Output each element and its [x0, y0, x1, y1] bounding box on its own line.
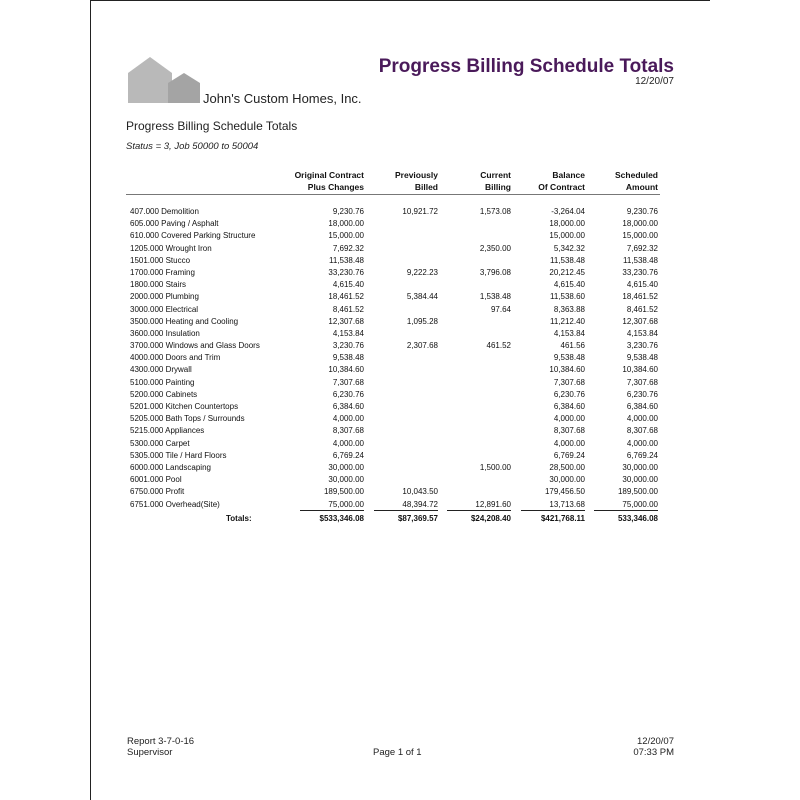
balance-value: 8,307.68 [553, 426, 585, 436]
original-contract-value: 11,538.48 [329, 255, 364, 265]
balance-value: 179,456.50 [544, 487, 585, 497]
balance-value: 4,153.84 [553, 328, 585, 338]
balance-value: 11,538.48 [550, 255, 585, 265]
row-description: 6750.000 Profit [130, 487, 185, 497]
original-contract-value: 30,000.00 [328, 475, 364, 485]
table-row [0, 230, 800, 242]
balance-value: 461.56 [560, 341, 585, 351]
table-row [0, 425, 800, 437]
scheduled-amount-value: 4,000.00 [626, 414, 658, 424]
table-row [0, 352, 800, 364]
table-row [0, 438, 800, 450]
balance-value: 13,713.68 [549, 499, 585, 509]
row-description: 3700.000 Windows and Glass Doors [130, 341, 260, 351]
balance-value: 18,000.00 [549, 219, 585, 229]
table-row [0, 340, 800, 352]
table-row [0, 304, 800, 316]
table-row [0, 450, 800, 462]
balance-value: 4,000.00 [553, 414, 585, 424]
table-row [0, 291, 800, 303]
row-description: 5300.000 Carpet [130, 438, 190, 448]
footer-report-info [127, 736, 194, 758]
table-row [0, 218, 800, 230]
previously-billed-value: 1,095.28 [406, 316, 438, 326]
original-contract-value: 9,538.48 [332, 353, 364, 363]
balance-value: 10,384.60 [549, 365, 585, 375]
row-description: 3500.000 Heating and Cooling [130, 316, 239, 326]
current-billing-value: 12,891.60 [475, 499, 511, 509]
original-contract-value: 10,384.60 [328, 365, 364, 375]
row-description: 2000.000 Plumbing [130, 292, 199, 302]
original-contract-value: 9,230.76 [332, 207, 364, 216]
footer-report-id: Report 3-7-0-16 [127, 736, 195, 747]
company-name: John's Custom Homes, Inc. [203, 91, 362, 106]
balance-value: 15,000.00 [549, 231, 585, 241]
scheduled-amount-value: 3,230.76 [626, 341, 658, 351]
balance-value: 28,500.00 [549, 462, 585, 472]
page-border-top [90, 0, 710, 1]
row-description: 5215.000 Appliances [130, 426, 205, 436]
footer-datetime [633, 736, 674, 758]
table-row [0, 413, 800, 425]
scheduled-amount-value: 8,461.52 [626, 304, 658, 314]
scheduled-amount-value: 75,000.00 [622, 499, 658, 509]
row-description: 5205.000 Bath Tops / Surrounds [130, 414, 245, 424]
column-header-previously-billed: Previously Billed [395, 170, 438, 192]
scheduled-amount-value: 15,000.00 [622, 231, 658, 241]
table-row [0, 328, 800, 340]
scheduled-amount-value: 18,000.00 [622, 219, 658, 229]
current-billing-value: 1,500.00 [479, 462, 511, 472]
row-description: 5201.000 Kitchen Countertops [130, 402, 239, 411]
column-header-current-billing: Current Billing [480, 170, 511, 192]
balance-value: 11,538.60 [550, 292, 585, 302]
current-billing-value: 2,350.00 [479, 243, 511, 253]
scheduled-amount-value: 9,230.76 [626, 207, 658, 216]
billing-table [0, 206, 800, 511]
table-row [0, 486, 800, 498]
column-header-balance: Balance Of Contract [538, 170, 585, 192]
current-billing-value: 461.52 [486, 341, 511, 351]
table-row [0, 462, 800, 474]
original-contract-value: 4,153.84 [332, 328, 364, 338]
balance-value: 11,212.40 [550, 316, 585, 326]
original-contract-value: 18,000.00 [328, 219, 364, 229]
total-previously-billed: $87,369.57 [397, 514, 438, 523]
original-contract-value: 33,230.76 [328, 267, 364, 277]
scheduled-amount-value: 8,307.68 [626, 426, 658, 436]
column-header-scheduled: Scheduled Amount [615, 170, 658, 192]
original-contract-value: 12,307.68 [328, 316, 364, 326]
column-header-original-contract: Original Contract Plus Changes [294, 170, 364, 192]
footer-date: 12/20/07 [637, 736, 674, 747]
row-description: 5200.000 Cabinets [130, 389, 198, 399]
balance-value: 5,342.32 [553, 243, 585, 253]
company-logo [128, 57, 200, 103]
scheduled-amount-value: 6,230.76 [626, 389, 658, 399]
original-contract-value: 4,000.00 [332, 438, 364, 448]
previously-billed-value: 10,043.50 [402, 487, 438, 497]
balance-value: 7,307.68 [553, 377, 585, 387]
row-description: 1501.000 Stucco [130, 255, 191, 265]
balance-value: 4,615.40 [553, 280, 585, 290]
current-billing-value: 97.64 [490, 304, 511, 314]
scheduled-amount-value: 6,384.60 [626, 402, 658, 411]
table-row [0, 499, 800, 511]
scheduled-amount-value: 18,461.52 [622, 292, 658, 302]
table-row [0, 364, 800, 376]
table-row [0, 401, 800, 413]
scheduled-amount-value: 6,769.24 [626, 450, 658, 460]
current-billing-value: 3,796.08 [479, 267, 511, 277]
row-description: 5305.000 Tile / Hard Floors [130, 450, 227, 460]
table-row [0, 243, 800, 255]
scheduled-amount-value: 9,538.48 [626, 353, 658, 363]
footer-time: 07:33 PM [633, 747, 674, 758]
original-contract-value: 6,384.60 [332, 402, 364, 411]
total-scheduled: 533,346.08 [617, 514, 658, 523]
row-description: 4300.000 Drywall [130, 365, 192, 375]
table-row [0, 389, 800, 401]
original-contract-value: 15,000.00 [328, 231, 364, 241]
scheduled-amount-value: 4,000.00 [626, 438, 658, 448]
balance-value: 4,000.00 [553, 438, 585, 448]
balance-value: 6,230.76 [553, 389, 585, 399]
scheduled-amount-value: 7,692.32 [626, 243, 658, 253]
original-contract-value: 6,230.76 [332, 389, 364, 399]
total-original-contract: $533,346.08 [319, 514, 364, 523]
row-description: 6751.000 Overhead(Site) [130, 499, 220, 509]
previously-billed-value: 9,222.23 [406, 267, 438, 277]
balance-value: 8,363.88 [553, 304, 585, 314]
balance-value: -3,264.04 [551, 207, 585, 216]
balance-value: 9,538.48 [553, 353, 585, 363]
row-description: 3600.000 Insulation [130, 328, 200, 338]
row-description: 5100.000 Painting [130, 377, 195, 387]
row-description: 3000.000 Electrical [130, 304, 199, 314]
original-contract-value: 8,307.68 [332, 426, 364, 436]
row-description: 407.000 Demolition [130, 207, 199, 216]
totals-row [0, 514, 800, 526]
scheduled-amount-value: 33,230.76 [622, 267, 658, 277]
original-contract-value: 18,461.52 [328, 292, 364, 302]
row-description: 605.000 Paving / Asphalt [130, 219, 219, 229]
table-row [0, 377, 800, 389]
balance-value: 6,769.24 [553, 450, 585, 460]
filter-criteria: Status = 3, Job 50000 to 50004 [126, 141, 259, 152]
balance-value: 6,384.60 [553, 402, 585, 411]
scheduled-amount-value: 30,000.00 [622, 475, 658, 485]
row-description: 6001.000 Pool [130, 475, 182, 485]
scheduled-amount-value: 4,615.40 [626, 280, 658, 290]
scheduled-amount-value: 11,538.48 [623, 255, 658, 265]
scheduled-amount-value: 10,384.60 [622, 365, 658, 375]
balance-value: 20,212.45 [549, 267, 585, 277]
row-description: 6000.000 Landscaping [130, 462, 211, 472]
table-row [0, 267, 800, 279]
current-billing-value: 1,538.48 [479, 292, 511, 302]
scheduled-amount-value: 12,307.68 [622, 316, 658, 326]
scheduled-amount-value: 7,307.68 [626, 377, 658, 387]
table-row [0, 279, 800, 291]
original-contract-value: 3,230.76 [332, 341, 364, 351]
original-contract-value: 189,500.00 [323, 487, 364, 497]
previously-billed-value: 5,384.44 [406, 292, 438, 302]
row-description: 1205.000 Wrought Iron [130, 243, 212, 253]
row-description: 610.000 Covered Parking Structure [130, 231, 256, 241]
row-description: 1800.000 Stairs [130, 280, 187, 290]
table-row [0, 316, 800, 328]
scheduled-amount-value: 189,500.00 [617, 487, 658, 497]
table-row [0, 255, 800, 267]
row-description: 1700.000 Framing [130, 267, 195, 277]
original-contract-value: 8,461.52 [332, 304, 364, 314]
scheduled-amount-value: 30,000.00 [622, 462, 658, 472]
header-date: 12/20/07 [635, 76, 674, 87]
original-contract-value: 4,000.00 [332, 414, 364, 424]
original-contract-value: 6,769.24 [332, 450, 364, 460]
original-contract-value: 7,692.32 [332, 243, 364, 253]
original-contract-value: 75,000.00 [328, 499, 364, 509]
original-contract-value: 30,000.00 [328, 462, 364, 472]
scheduled-amount-value: 4,153.84 [626, 328, 658, 338]
table-row [0, 474, 800, 486]
report-subtitle: Progress Billing Schedule Totals [126, 119, 298, 133]
original-contract-value: 7,307.68 [332, 377, 364, 387]
footer-user: Supervisor [127, 747, 173, 758]
balance-value: 30,000.00 [549, 475, 585, 485]
previously-billed-value: 2,307.68 [406, 341, 438, 351]
total-balance: $421,768.11 [540, 514, 585, 523]
current-billing-value: 1,573.08 [479, 207, 511, 216]
table-row [0, 206, 800, 218]
footer-page: Page 1 of 1 [373, 747, 422, 758]
previously-billed-value: 10,921.72 [402, 207, 438, 216]
header-rule [126, 194, 660, 195]
total-current-billing: $24,208.40 [470, 514, 511, 523]
row-description: 4000.000 Doors and Trim [130, 353, 221, 363]
report-title: Progress Billing Schedule Totals [378, 56, 674, 77]
original-contract-value: 4,615.40 [332, 280, 364, 290]
totals-label: Totals: [226, 514, 252, 523]
previously-billed-value: 48,394.72 [402, 499, 438, 509]
